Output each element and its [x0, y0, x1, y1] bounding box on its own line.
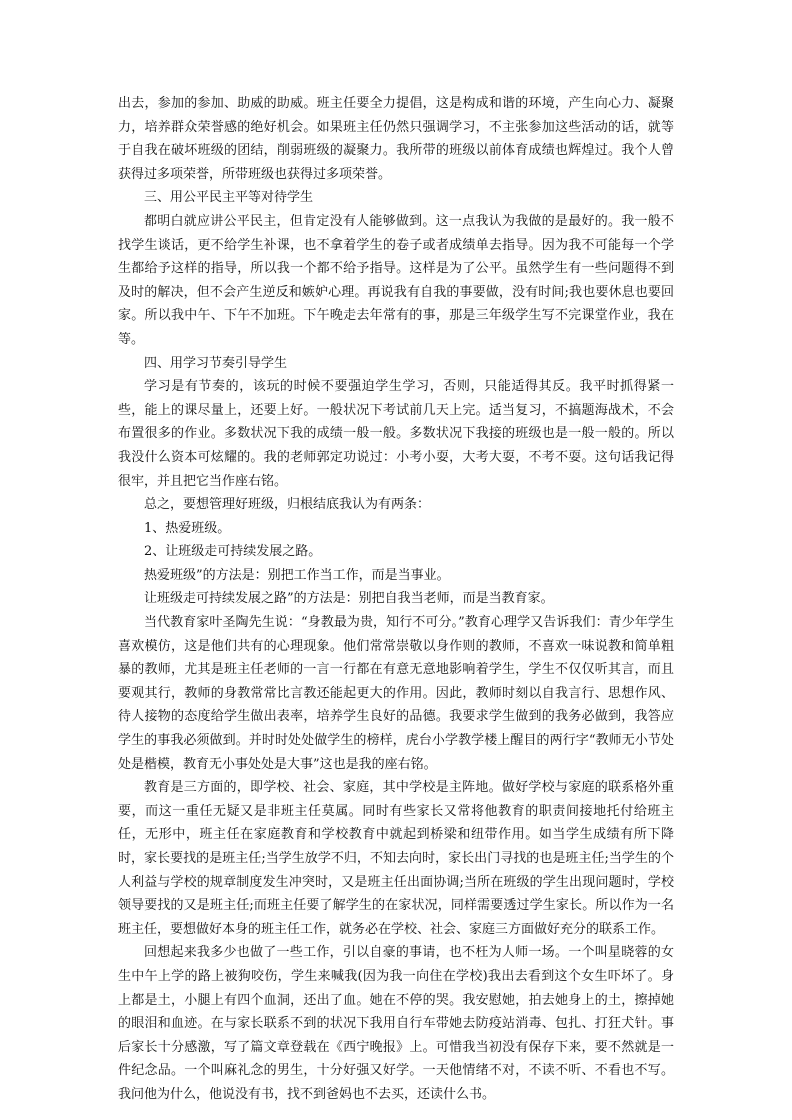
list-item-sustainable: 2、让班级走可持续发展之路。 [144, 544, 322, 560]
heading-rhythm: 四、用学习节奏引导学生 [144, 355, 288, 371]
paragraph-reflection: 回想起来我多少也做了一些工作，引以自豪的事请，也不枉为人师一场。一个叫星晓蓉的女生中午上学的路上被狗咬伤，学生来喊我(因为我一向住在学校)我出去看到这个女生吓坏了。身上都是土，小腿上有四个血洞，还出了血。她在不停的哭。我安慰她，拍去她身上的土，擦掉她的眼泪和血迹。在与家长联系不到的状况下我用自行车带她去防疫站消毒、包扎、打狂犬针。事后家长十分感激，写了篇文章登载在《西宁晚报》上。可惜我当初没有保存下来，要不然就是一件纪念品。一个叫麻礼念的男生，十分好强又好学。一天他情绪不对，不读不听、不看也不写。我问他为什么，他说没有书，找不到爸妈也不去买，还读什么书。 [118, 945, 674, 1102]
paragraph-sustainable-method: 让班级走可持续发展之路”的方法是：别把自我当老师，而是当教育家。 [144, 591, 554, 607]
paragraph-summary: 总之，要想管理好班级，归根结底我认为有两条： [144, 497, 431, 513]
paragraph-role-model: 当代教育家叶圣陶先生说：“身教最为贵，知行不可分。”教育心理学又告诉我们：青少年学生喜欢模仿，这是他们共有的心理现象。他们常常崇敬以身作则的教师，不喜欢一味说教和简单粗暴的教师，尤其是班主任老师的一言一行都在有意无意地影响着学生，学生不仅仅听其言，而且要观其行，教师的身教常常比言教还能起更大的作用。因此，教师时刻以自我言行、思想作风、待人接物的态度给学生做出表率，培养学生良好的品德。我要求学生做到的我务必做到，我答应学生的事我必须做到。并时时处处做学生的榜样，虎台小学教学楼上醒目的两行字“教师无小节处处是楷模，教育无小事处处是大事”这也是我的座右铭。 [118, 615, 674, 772]
paragraph-home-school: 教育是三方面的，即学校、社会、家庭，其中学校是主阵地。做好学校与家庭的联系格外重要，而这一重任无疑又是非班主任莫属。同时有些家长又常将他教育的职责间接地托付给班主任，无形中，班主任在家庭教育和学校教育中就起到桥梁和纽带作用。如当学生成绩有所下降时，家长要找的是班主任;当学生放学不归，不知去向时，家长出门寻找的也是班主任;当学生的个人利益与学校的规章制度发生冲突时，又是班主任出面协调;当所在班级的学生出现问题时，学校领导要找的又是班主任;而班主任要了解学生的在家状况，同样需要透过学生家长。所以作为一名班主任，要想做好本身的班主任工作，就务必在学校、社会、家庭三方面做好充分的联系工作。 [118, 780, 674, 937]
paragraph-love-method: 热爱班级”的方法是：别把工作当工作，而是当事业。 [144, 567, 450, 583]
paragraph-activities: 出去，参加的参加、助威的助威。班主任要全力提倡，这是构成和谐的环境，产生向心力、凝聚力，培养群众荣誉感的绝好机会。如果班主任仍然只强调学习，不主张参加这些活动的话，就等于自我在破坏班级的团结，削弱班级的凝聚力。我所带的班级以前体育成绩也辉煌过。我个人曾获得过多项荣誉，所带班级也获得过多项荣誉。 [118, 96, 674, 182]
heading-fairness: 三、用公平民主平等对待学生 [144, 190, 314, 206]
paragraph-fairness: 都明白就应讲公平民主，但肯定没有人能够做到。这一点我认为我做的是最好的。我一般不找学生谈话，更不给学生补课，也不拿着学生的卷子或者成绩单去指导。因为我不可能每一个学生都给予这样的指导，所以我一个都不给予指导。这样是为了公平。虽然学生有一些问题得不到及时的解决，但不会产生逆反和嫉妒心理。再说我有自我的事要做，没有时间;我也要休息也要回家。所以我中午、下午不加班。下午晚走去年常有的事，那是三年级学生写不完课堂作业，我在等。 [118, 213, 674, 347]
paragraph-rhythm: 学习是有节奏的，该玩的时候不要强迫学生学习，否则，只能适得其反。我平时抓得紧一些，能上的课尽量上，还要上好。一般状况下考试前几天上完。适当复习，不搞题海战术，不会布置很多的作业。多数状况下我的成绩一般一般。多数状况下我接的班级也是一般一般的。所以我没什么资本可炫耀的。我的老师郭定功说过：小考小耍，大考大耍，不考不耍。这句话我记得很牢，并且把它当作座右铭。 [118, 379, 674, 489]
document-body [118, 92, 674, 1107]
list-item-love-class: 1、热爱班级。 [144, 520, 231, 536]
